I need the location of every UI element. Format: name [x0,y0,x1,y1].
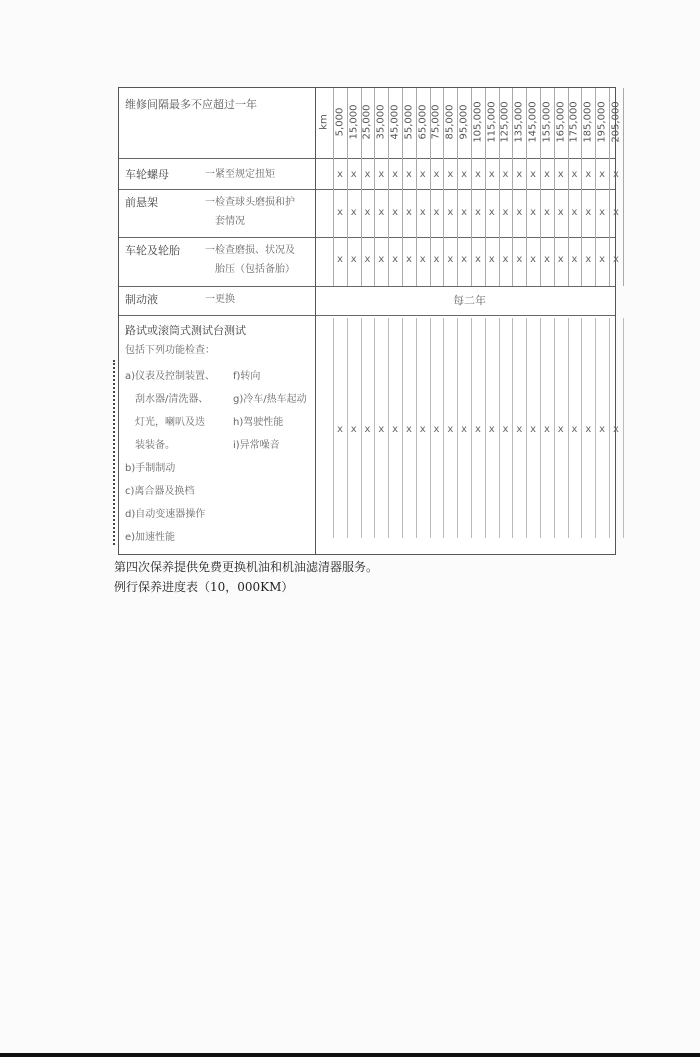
service-mark: x [392,169,399,180]
service-mark: x [364,424,371,435]
caption-schedule-title: 例行保养进度表（10，000KM） [114,580,294,594]
service-mark: x [336,254,343,265]
road-test-grid-line [457,318,458,538]
km-grid-line [402,88,403,286]
road-test-grid-line [471,318,472,538]
service-mark: x [474,254,481,265]
service-mark: x [557,207,564,218]
service-mark: x [502,254,509,265]
service-mark: x [571,424,578,435]
road-test-grid-line [388,318,389,538]
row-action-brake-fluid: 一更换 [205,294,235,305]
road-test-item: b)手制制动 [125,463,176,474]
service-mark: x [516,424,523,435]
road-test-item: c)离合器及换档 [125,486,195,497]
service-mark: x [502,169,509,180]
service-mark: x [336,207,343,218]
road-test-grid-line [595,318,596,538]
road-test-grid-line [609,318,610,538]
scan-edge-dots [113,360,117,545]
service-mark: x [447,207,454,218]
km-grid-line [485,88,486,286]
km-column-label: 115,000 [486,101,498,143]
km-grid-line [347,88,348,286]
road-test-grid-line [430,318,431,538]
km-column-label: 85,000 [444,104,456,140]
service-mark: x [405,254,412,265]
road-test-grid-line [333,318,334,538]
service-mark: x [364,254,371,265]
rule-row4 [119,315,615,316]
service-mark: x [350,207,357,218]
service-mark: x [516,254,523,265]
km-column-label: 15,000 [348,104,360,140]
service-mark: x [378,207,385,218]
service-mark: x [612,424,619,435]
road-test-item: h)驾驶性能 [233,417,284,428]
header-note: 维修间隔最多不应超过一年 [125,98,257,111]
service-mark: x [474,207,481,218]
road-test-grid-line [347,318,348,538]
service-mark: x [585,207,592,218]
maintenance-table-scan [118,87,622,555]
km-column-label: 95,000 [458,104,470,140]
km-grid-line [374,88,375,286]
service-mark: x [530,254,537,265]
service-mark: x [433,254,440,265]
service-mark: x [350,169,357,180]
service-mark: x [571,207,578,218]
service-mark: x [530,207,537,218]
service-mark: x [488,424,495,435]
km-grid-line [443,88,444,286]
service-mark: x [433,207,440,218]
road-test-grid-line [485,318,486,538]
km-grid-line [416,88,417,286]
km-grid-line [595,88,596,286]
road-test-title: 路试或滚筒式测试台测试 [125,324,246,337]
service-mark: x [461,207,468,218]
road-test-grid-line [443,318,444,538]
service-mark: x [599,207,606,218]
km-column-label: 145,000 [527,101,539,143]
km-column-label: 135,000 [513,101,525,143]
km-column-label: 65,000 [417,104,429,140]
caption-free-oil-change: 第四次保养提供免费更换机油和机油滤清器服务。 [114,560,379,574]
service-mark: x [378,424,385,435]
km-column-label: 25,000 [361,104,373,140]
row-item-brake-fluid: 制动液 [125,293,158,306]
road-test-subtitle: 包括下列功能检查： [125,345,215,356]
row-action-wheels-tyres-2: 胎压（包括备胎） [215,264,295,275]
service-mark: x [378,169,385,180]
service-mark: x [585,169,592,180]
km-column-label: 195,000 [596,101,608,143]
service-mark: x [502,424,509,435]
km-grid-line [581,88,582,286]
service-mark: x [419,424,426,435]
km-grid-line [457,88,458,286]
service-mark: x [364,169,371,180]
km-grid-line [609,88,610,286]
service-mark: x [571,254,578,265]
service-mark: x [557,254,564,265]
km-column-label: 55,000 [403,104,415,140]
km-unit-label: km [318,114,330,130]
service-mark: x [447,424,454,435]
road-test-grid-line [554,318,555,538]
row-span-brake-fluid: 每二年 [453,294,486,307]
km-column-label: 35,000 [375,104,387,140]
road-test-grid-line [568,318,569,538]
service-mark: x [447,169,454,180]
service-mark: x [392,207,399,218]
service-mark: x [419,169,426,180]
service-mark: x [488,169,495,180]
road-test-grid-line [623,318,624,538]
km-column-label: 205,000 [610,101,622,143]
screen-bottom-bar [0,1053,700,1057]
road-test-grid-line [402,318,403,538]
km-grid-line [568,88,569,286]
km-grid-line [388,88,389,286]
rule-row3 [119,286,615,287]
service-mark: x [612,254,619,265]
row-item-wheel-nuts: 车轮螺母 [125,168,169,181]
km-column-label: 45,000 [389,104,401,140]
km-column-label: 125,000 [499,101,511,143]
service-mark: x [612,169,619,180]
road-test-grid-line [540,318,541,538]
row-action-front-suspension-2: 套情况 [215,216,245,227]
road-test-item: e)加速性能 [125,532,176,543]
service-mark: x [599,424,606,435]
service-mark: x [461,254,468,265]
road-test-item: i)异常噪音 [233,440,280,451]
service-mark: x [557,424,564,435]
service-mark: x [447,254,454,265]
row-item-wheels-tyres: 车轮及轮胎 [125,244,180,257]
service-mark: x [350,254,357,265]
service-mark: x [571,169,578,180]
service-mark: x [405,169,412,180]
service-mark: x [585,254,592,265]
service-mark: x [557,169,564,180]
service-mark: x [502,207,509,218]
service-mark: x [474,169,481,180]
service-mark: x [474,424,481,435]
km-column-label: 5,000 [334,107,346,137]
row-action-wheels-tyres-1: 一检查磨损、状况及 [205,245,295,256]
road-test-grid-line [526,318,527,538]
service-mark: x [516,169,523,180]
service-mark: x [612,207,619,218]
road-test-item: 刮水器/清洗器、 [135,394,209,405]
road-test-item: f)转向 [233,371,261,382]
km-grid-line [471,88,472,286]
km-grid-line [361,88,362,286]
road-test-item: d)自动变速器操作 [125,509,206,520]
row-action-front-suspension-1: 一检查球头磨损和护 [205,197,295,208]
km-column-label: 185,000 [582,101,594,143]
service-mark: x [488,207,495,218]
road-test-grid-line [581,318,582,538]
km-grid-line [540,88,541,286]
road-test-grid-line [499,318,500,538]
service-mark: x [530,424,537,435]
service-mark: x [405,207,412,218]
km-column-label: 175,000 [568,101,580,143]
service-mark: x [419,207,426,218]
service-mark: x [461,169,468,180]
service-mark: x [461,424,468,435]
service-mark: x [433,169,440,180]
row-item-front-suspension: 前悬架 [125,196,158,209]
km-grid-line [554,88,555,286]
service-mark: x [364,207,371,218]
service-mark: x [350,424,357,435]
service-mark: x [530,169,537,180]
km-column-label: 155,000 [541,101,553,143]
divider-main [315,88,316,554]
service-mark: x [378,254,385,265]
road-test-item: a)仪表及控制装置、 [125,371,216,382]
road-test-grid-line [361,318,362,538]
service-mark: x [599,169,606,180]
road-test-item: 装装备。 [135,440,175,451]
service-mark: x [543,254,550,265]
service-mark: x [392,424,399,435]
service-mark: x [392,254,399,265]
km-grid-line [333,88,334,286]
km-grid-line [512,88,513,286]
km-column-label: 75,000 [430,104,442,140]
service-mark: x [419,254,426,265]
km-grid-line [623,88,624,286]
road-test-item: g)冷车/热车起动 [233,394,307,405]
road-test-grid-line [512,318,513,538]
km-column-label: 105,000 [472,101,484,143]
service-mark: x [336,169,343,180]
km-column-label: 165,000 [555,101,567,143]
service-mark: x [405,424,412,435]
service-mark: x [336,424,343,435]
service-mark: x [543,207,550,218]
service-mark: x [433,424,440,435]
service-mark: x [516,207,523,218]
road-test-grid-line [374,318,375,538]
service-mark: x [543,424,550,435]
service-mark: x [585,424,592,435]
km-grid-line [430,88,431,286]
service-mark: x [543,169,550,180]
row-action-wheel-nuts: 一紧至规定扭矩 [205,169,275,180]
km-grid-line [499,88,500,286]
road-test-item: 灯光，喇叭及迭 [135,417,205,428]
km-grid-line [526,88,527,286]
road-test-grid-line [416,318,417,538]
service-mark: x [488,254,495,265]
service-mark: x [599,254,606,265]
